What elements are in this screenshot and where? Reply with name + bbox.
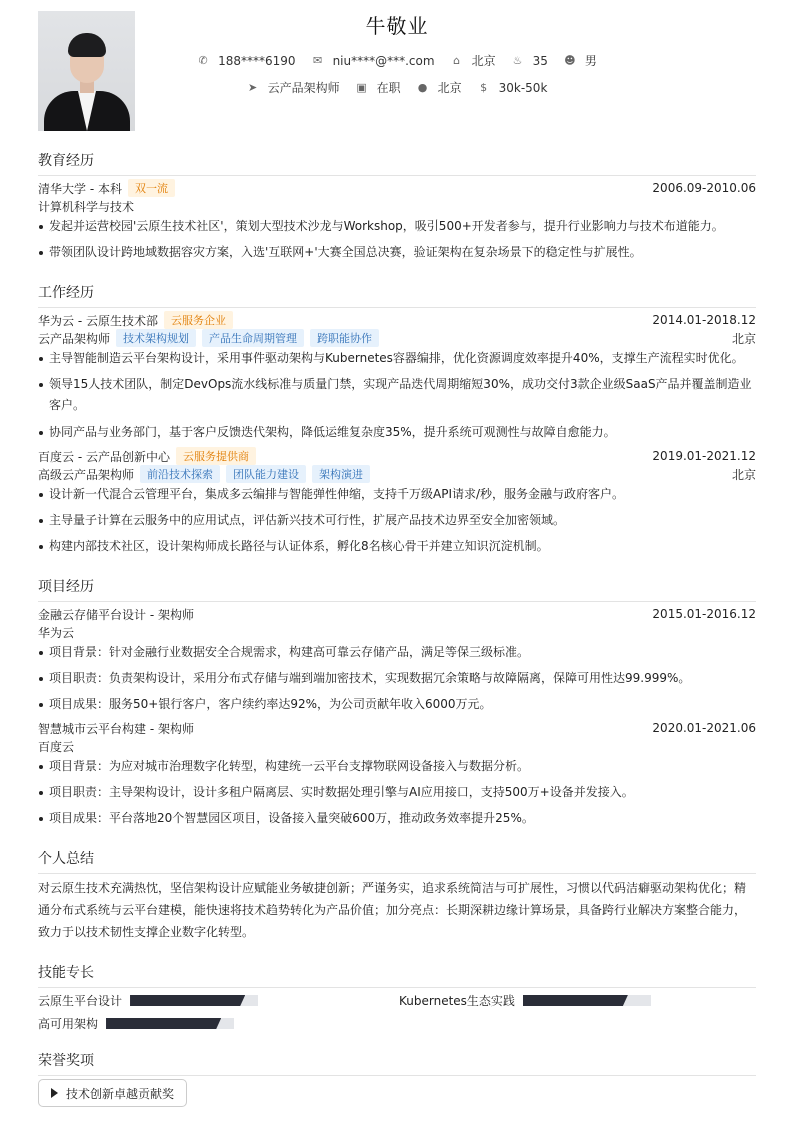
skill-level-bar [130, 995, 258, 1006]
mail-icon: ✉ [312, 54, 323, 67]
job-bullet: 构建内部技术社区，设计架构师成长路径与认证体系，孵化8名核心骨干并建立知识沉淀机制。 [38, 536, 756, 557]
skill-name: 云原生平台设计 [38, 994, 123, 1008]
job-bullet: 领导15人技术团队，制定DevOps流水线标准与质量门禁，实现产品迭代周期缩短30%，成功交付3款企业级SaaS产品并覆盖制造业客户。 [38, 374, 756, 416]
skill-name: 高可用架构 [38, 1017, 99, 1031]
candidate-name: 牛敬业 [365, 14, 429, 38]
project-header [38, 605, 756, 623]
education-date: 2006.09-2010.06 [652, 181, 756, 195]
award-badge[interactable] [38, 1079, 187, 1107]
project-bullet: 项目成果：平台落地20个智慧园区项目，设备接入量突破600万，推动政务效率提升25%。 [38, 808, 756, 829]
summary-text [38, 877, 756, 943]
phone-icon: ✆ [198, 54, 208, 67]
projects-title: 项目经历 [38, 576, 756, 602]
school-tag: 双一流 [128, 179, 175, 197]
cake-icon: ♨ [512, 54, 523, 67]
project-name: 金融云存储平台设计 - 架构师 [38, 607, 194, 622]
project-header [38, 719, 756, 737]
work-title: 工作经历 [38, 282, 756, 308]
job-role-line [38, 329, 756, 347]
company-name: 华为云 - 云原生技术部 [38, 313, 158, 328]
skill-item [399, 992, 651, 1009]
project-bullet: 项目背景：针对金融行业数据安全合规需求，构建高可靠云存储产品，满足等保三级标准。 [38, 642, 756, 663]
company-name: 百度云 - 云产品创新中心 [38, 449, 170, 464]
skill-tag: 架构演进 [312, 465, 370, 483]
honors-title: 荣誉奖项 [38, 1050, 756, 1076]
summary-line: 通分布式系统与云平台建模，能快速将技术趋势转化为产品价值；加分亮点：长期深耕边缘计算场景，具备跨行业解决方案整合能力， [38, 903, 747, 917]
skill-tag: 技术架构规划 [116, 329, 196, 347]
education-title: 教育经历 [38, 150, 756, 176]
home-icon: ⌂ [453, 54, 461, 67]
project-org-line [38, 737, 756, 755]
phone-text: 188****6190 [218, 53, 296, 68]
skill-name: Kubernetes生态实践 [399, 994, 515, 1008]
summary-line: 致力于以技术韧性支撑企业数字化转型。 [38, 925, 255, 939]
contact-row [38, 52, 756, 69]
skills-title: 技能专长 [38, 962, 756, 988]
job-bullet: 主导量子计算在云服务中的应用试点，评估新兴技术可行性，扩展产品技术边界至安全加密领域。 [38, 510, 756, 531]
gender-icon: ☻ [564, 54, 576, 67]
major-line [38, 197, 756, 215]
city-text: 北京 [471, 54, 496, 68]
send-icon: ➤ [247, 81, 258, 94]
job-bullet: 协同产品与业务部门，基于客户反馈迭代架构，降低运维复杂度35%，提升系统可观测性与故障自愈能力。 [38, 422, 756, 443]
skill-tag: 团队能力建设 [226, 465, 306, 483]
skill-tag: 跨职能协作 [310, 329, 379, 347]
job-location: 北京 [731, 331, 756, 346]
company-tag: 云服务提供商 [176, 447, 256, 465]
email-text: niu****@***.com [332, 53, 435, 68]
project-org: 百度云 [38, 739, 75, 754]
skill-tag: 前沿技术探索 [140, 465, 220, 483]
project-bullet: 项目职责：主导架构设计，设计多租户隔离层、实时数据处理引擎与AI应用接口，支持500万+设备并发接入。 [38, 782, 756, 803]
job-header [38, 311, 756, 329]
project-bullet: 项目背景：为应对城市治理数字化转型，构建统一云平台支撑物联网设备接入与数据分析。 [38, 756, 756, 777]
age-text: 35 [532, 53, 548, 68]
target-city-text: 北京 [437, 81, 462, 95]
skill-tag: 产品生命周期管理 [202, 329, 304, 347]
company-tag: 云服务企业 [164, 311, 233, 329]
award-name: 技术创新卓越贡献奖 [66, 1086, 175, 1101]
project-name: 智慧城市云平台构建 - 架构师 [38, 721, 194, 736]
gender-text: 男 [584, 54, 597, 68]
project-date: 2015.01-2016.12 [652, 607, 756, 621]
job-date: 2014.01-2018.12 [652, 313, 756, 327]
intention-row [38, 79, 756, 96]
briefcase-icon: ▣ [356, 81, 367, 94]
skill-item [38, 992, 258, 1009]
play-icon [51, 1088, 58, 1098]
skill-item [38, 1015, 234, 1032]
education-bullet: 带领团队设计跨地域数据容灾方案，入选'互联网+'大赛全国总决赛，验证架构在复杂场景下的稳定性与扩展性。 [38, 242, 756, 263]
job-date: 2019.01-2021.12 [652, 449, 756, 463]
skill-level-bar [523, 995, 651, 1006]
skill-level-bar [106, 1018, 234, 1029]
project-org-line [38, 623, 756, 641]
project-bullet: 项目成果：服务50+银行客户，客户续约率达92%，为公司贡献年收入6000万元。 [38, 694, 756, 715]
education-header [38, 179, 756, 197]
job-bullet: 主导智能制造云平台架构设计，采用事件驱动架构与Kubernetes容器编排，优化资源调度效率提升40%，支撑生产流程实时优化。 [38, 348, 756, 369]
job-header [38, 447, 756, 465]
job-location: 北京 [731, 467, 756, 482]
job-role-line [38, 465, 756, 483]
job-bullet: 设计新一代混合云管理平台，集成多云编排与智能弹性伸缩，支持千万级API请求/秒，服务金融与政府客户。 [38, 484, 756, 505]
job-role: 高级云产品架构师 [38, 467, 135, 482]
summary-line: 对云原生技术充满热忱，坚信架构设计应赋能业务敏捷创新；严谨务实，追求系统简洁与可扩展性，习惯以代码洁癖驱动架构优化；精 [38, 881, 747, 895]
summary-title: 个人总结 [38, 848, 756, 874]
salary-text: 30k-50k [498, 80, 548, 95]
education-bullet: 发起并运营校园'云原生技术社区'，策划大型技术沙龙与Workshop，吸引500+开发者参与，提升行业影响力与技术布道能力。 [38, 216, 756, 237]
job-role: 云产品架构师 [38, 331, 111, 346]
money-icon: $ [480, 81, 488, 94]
project-bullet: 项目职责：负责架构设计，采用分布式存储与端到端加密技术，实现数据冗余策略与故障隔离，保障可用性达99.999%。 [38, 668, 756, 689]
status-text: 在职 [376, 81, 401, 95]
job-text: 云产品架构师 [267, 81, 340, 95]
major-text: 计算机科学与技术 [38, 199, 135, 214]
location-icon: ● [417, 81, 428, 94]
school-name: 清华大学 - 本科 [38, 181, 122, 196]
project-date: 2020.01-2021.06 [652, 721, 756, 735]
project-org: 华为云 [38, 625, 75, 640]
